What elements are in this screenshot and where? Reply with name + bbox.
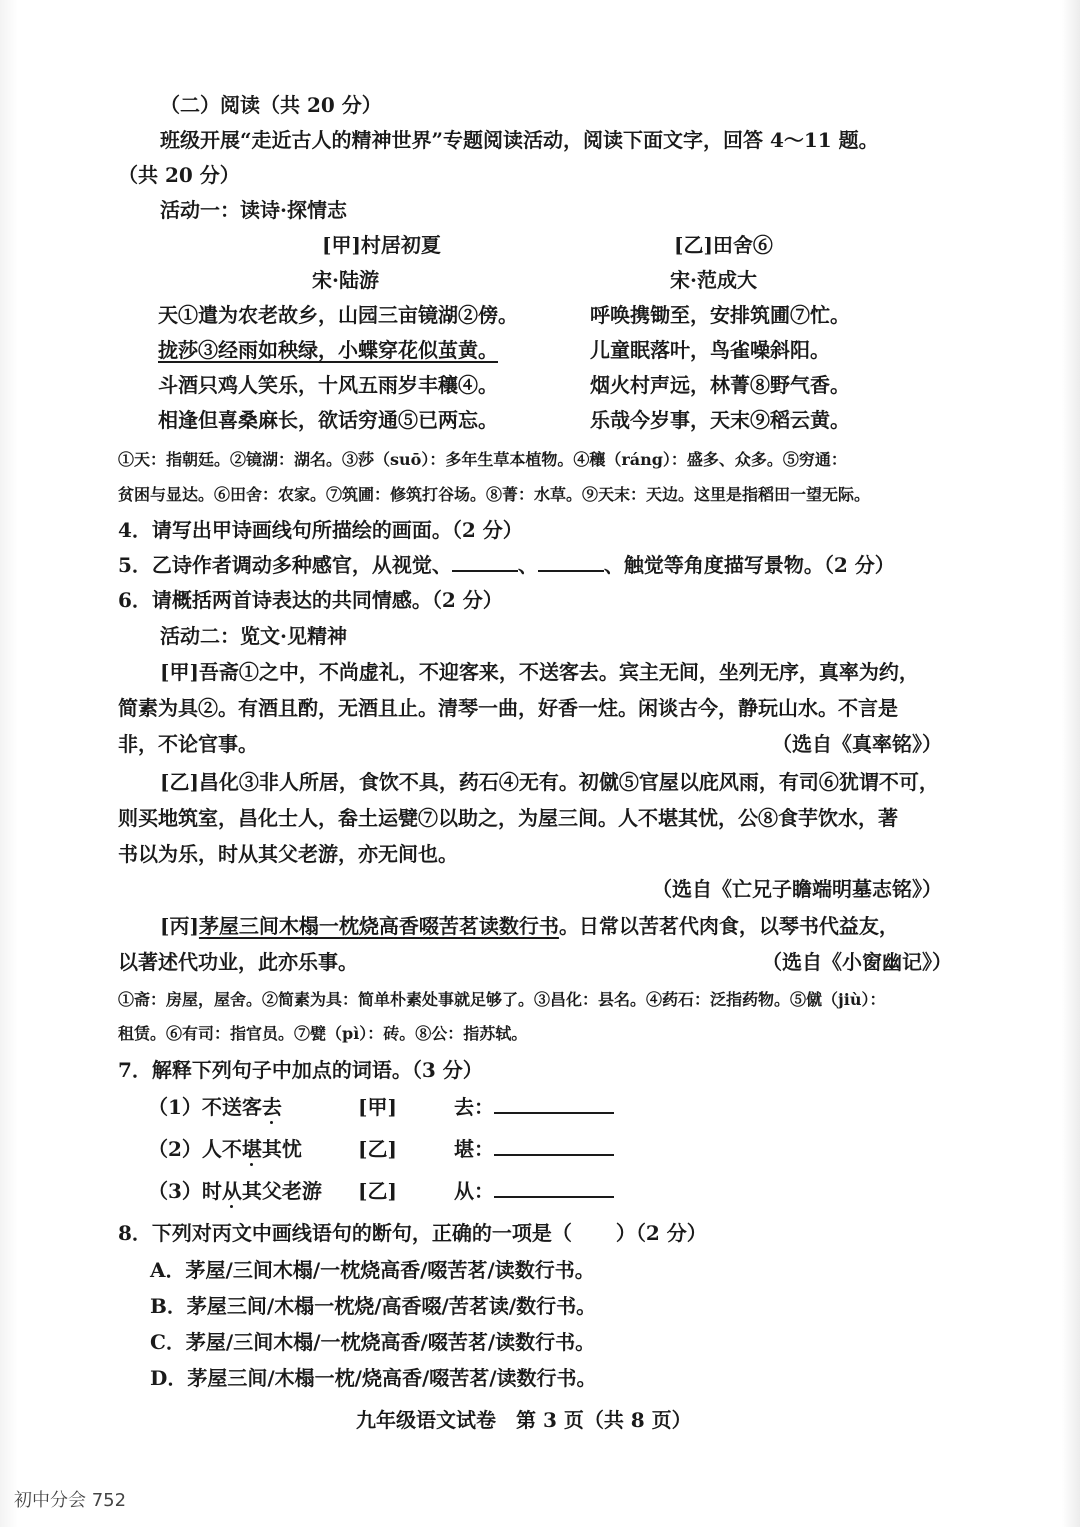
- question-7: 7．解释下列句子中加点的词语。（3 分）: [118, 1058, 483, 1082]
- text-a-line: [甲]吾斋①之中，不尚虚礼，不迎客来，不送客去。宾主无间，坐列无序，真率为约，: [160, 660, 919, 684]
- q7-item-number: （2）: [148, 1137, 202, 1161]
- q7-item-source: [乙]: [358, 1179, 397, 1203]
- page-right-edge: [1062, 0, 1080, 1527]
- text-c-rest: 。日常以苦茗代肉食，以琴书代益友，: [558, 914, 899, 938]
- source-tag: 初中分会 752: [14, 1490, 127, 1511]
- q7-item: [148, 1134, 302, 1164]
- q8-option-d[interactable]: D．茅屋三间/木榻一枕/烧高香/啜苦茗/读数行书。: [150, 1366, 597, 1390]
- text-b-source: （选自《亡兄子瞻端明墓志铭》）: [652, 877, 942, 901]
- activity1-title: 活动一：读诗·探情志: [160, 198, 347, 222]
- text-b-line: 则买地筑室，昌化士人，畚土运甓⑦以助之，为屋三间。人不堪其忧，公⑧食芋饮水，著: [118, 806, 898, 830]
- section-intro-points: （共 20 分）: [118, 163, 240, 187]
- text-c-label: [丙]: [160, 914, 199, 938]
- text-c-line: [160, 911, 899, 941]
- q7-item-answer: [454, 1176, 614, 1206]
- text-c-underlined: 茅屋三间木榻一枕烧高香啜苦茗读数行书: [198, 914, 559, 938]
- question-5-stem: 5．乙诗作者调动多种感官，从视觉、: [118, 553, 452, 577]
- question-5-sep: 、: [517, 553, 538, 577]
- question-8-stem: 8．下列对丙文中画线语句的断句，正确的一项是（: [118, 1221, 572, 1245]
- q7-item-source: [乙]: [358, 1137, 397, 1161]
- q7-item: [148, 1092, 282, 1122]
- question-8-points: ）（2 分）: [615, 1221, 707, 1245]
- text-a-line: 简素为具②。有酒且酌，无酒且止。清琴一曲，好香一炷。闲谈古今，静玩山水。不言是: [118, 696, 898, 720]
- question-6: 6．请概括两首诗表达的共同情感。（2 分）: [118, 588, 503, 612]
- text-a-source: （选自《真率铭》）: [772, 732, 942, 756]
- text-c-source: （选自《小窗幽记》）: [762, 950, 952, 974]
- poem-a-title: [甲]村居初夏: [322, 233, 441, 257]
- q7-item-number: （3）: [148, 1179, 202, 1203]
- q7-dotted-word: 从: [221, 1179, 242, 1203]
- poem-b-line: 儿童眠落叶，鸟雀噪斜阳。: [590, 338, 830, 362]
- poem-b-line: 呼唤携锄至，安排筑圃⑦忙。: [590, 303, 850, 327]
- poem-a-author: 宋·陆游: [312, 268, 379, 292]
- answer-blank[interactable]: [452, 552, 518, 572]
- poem-b-line: 烟火村声远，林菁⑧野气香。: [590, 373, 850, 397]
- answer-blank[interactable]: [494, 1094, 614, 1114]
- poem-a-line: 斗酒只鸡人笑乐，十风五雨岁丰穰④。: [158, 373, 498, 397]
- q7-item-text: 时: [201, 1179, 222, 1203]
- text-notes: 租赁。⑥有司：指官员。⑦甓（pì）：砖。⑧公：指苏轼。: [118, 1024, 528, 1043]
- q8-option-b[interactable]: B．茅屋三间/木榻一枕烧/高香啜/苦茗读/数行书。: [150, 1294, 597, 1318]
- q7-item-number: （1）: [148, 1095, 202, 1119]
- section-title: （二）阅读（共 20 分）: [160, 93, 382, 117]
- question-5: [118, 550, 895, 580]
- text-a-line: 非，不论官事。: [118, 732, 258, 756]
- poem-b-line: 乐哉今岁事，天末⑨稻云黄。: [590, 408, 850, 432]
- q7-item-source: [甲]: [358, 1095, 397, 1119]
- poem-notes: 贫困与显达。⑥田舍：农家。⑦筑圃：修筑打谷场。⑧菁：水草。⑨天末：天边。这里是指稻田一望无际。: [118, 485, 871, 504]
- q8-option-c[interactable]: C．茅屋/三间木榻/一枕烧高香/啜苦茗/读数行书。: [150, 1330, 596, 1354]
- q7-item-answer: [454, 1134, 614, 1164]
- page-footer: 九年级语文试卷 第 3 页（共 8 页）: [356, 1408, 692, 1432]
- q8-option-a[interactable]: A．茅屋/三间木榻/一枕烧高香/啜苦茗/读数行书。: [150, 1258, 595, 1282]
- text-b-line: 书以为乐，时从其父老游，亦无间也。: [118, 842, 458, 866]
- q7-item-text: 其忧: [261, 1137, 302, 1161]
- q7-dotted-word: 堪: [241, 1137, 262, 1161]
- answer-blank[interactable]: [538, 552, 604, 572]
- q7-item-text: 不送客: [201, 1095, 262, 1119]
- poem-b-author: 宋·范成大: [670, 268, 757, 292]
- q7-item: [148, 1176, 322, 1206]
- answer-blank[interactable]: [494, 1178, 614, 1198]
- poem-a-line: 相逢但喜桑麻长，欲话穷通⑤已两忘。: [158, 408, 498, 432]
- question-4: 4．请写出甲诗画线句所描绘的画面。（2 分）: [118, 518, 523, 542]
- q7-item-text: 人不: [201, 1137, 242, 1161]
- question-5-tail: 、触觉等角度描写景物。（2 分）: [603, 553, 895, 577]
- q7-item-text: 其父老游: [241, 1179, 322, 1203]
- q7-item-answer: [454, 1092, 614, 1122]
- q7-dotted-word: 去: [261, 1095, 282, 1119]
- question-8: [118, 1218, 707, 1248]
- q7-target-word: 从：: [454, 1179, 494, 1203]
- answer-blank[interactable]: [494, 1136, 614, 1156]
- section-intro: 班级开展“走近古人的精神世界”专题阅读活动，阅读下面文字，回答 4～11 题。: [160, 128, 879, 152]
- page-left-edge: [0, 0, 18, 1527]
- text-notes: ①斋：房屋，屋舍。②简素为具：简单朴素处事就足够了。③昌化：县名。④药石：泛指药物。⑤僦（jiù）：: [118, 990, 886, 1009]
- poem-notes: ①天：指朝廷。②镜湖：湖名。③莎（suō）：多年生草本植物。④穰（ráng）：盛多、众多。⑤穷通：: [118, 450, 847, 469]
- poem-a-line: 天①遣为农老故乡，山园三亩镜湖②傍。: [158, 303, 518, 327]
- text-b-line: [乙]昌化③非人所居，食饮不具，药石④无有。初僦⑤官屋以庇风雨，有司⑥犹谓不可，: [160, 770, 939, 794]
- poem-a-line-underlined: 拢莎③经雨如秧绿，小蝶穿花似茧黄。: [158, 338, 498, 362]
- text-c-line: 以著述代功业，此亦乐事。: [118, 950, 358, 974]
- q7-target-word: 去：: [454, 1095, 494, 1119]
- q7-target-word: 堪：: [454, 1137, 494, 1161]
- activity2-title: 活动二：览文·见精神: [160, 624, 347, 648]
- poem-b-title: [乙]田舍⑥: [674, 233, 773, 257]
